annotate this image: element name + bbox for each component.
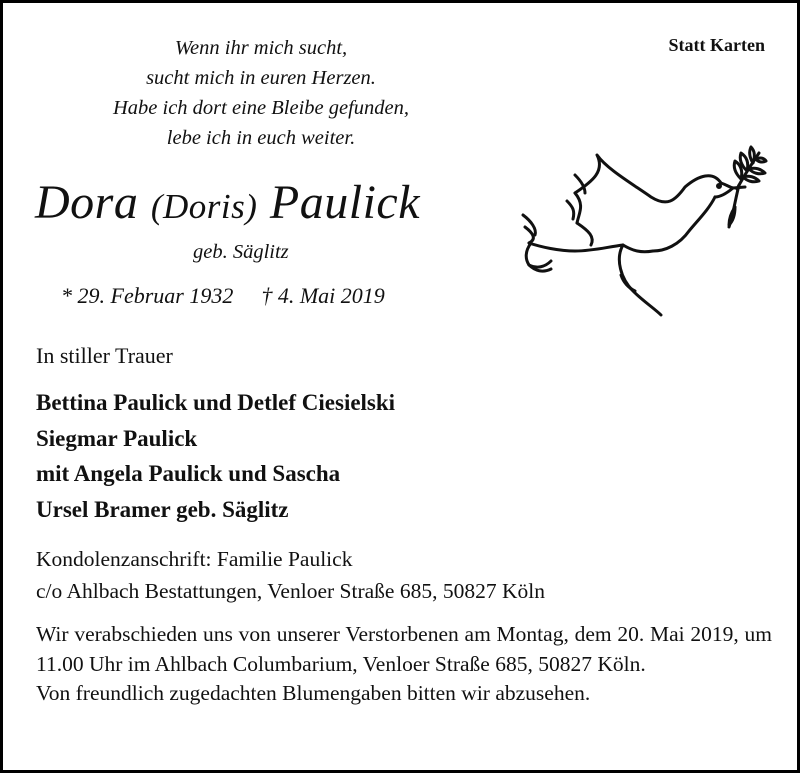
poem-line: Habe ich dort eine Bleibe gefunden, [112,97,410,119]
mourners-list [36,385,395,527]
birth-name: geb. Säglitz [193,241,289,263]
condolence-line: Kondolenzanschrift: Familie Paulick [36,547,353,571]
mourner-name: Ursel Bramer geb. Säglitz [36,496,289,522]
poem-line: Wenn ihr mich sucht, [174,37,348,59]
mourning-intro: In stiller Trauer [36,343,173,368]
condolence-line: c/o Ahlbach Bestattungen, Venloer Straße 685, 50827 Köln [36,579,545,603]
deceased-name [35,175,420,235]
statt-karten-label: Statt Karten [668,35,765,55]
service-info [36,620,772,709]
flowers-note: Von freundlich zugedachten Blumengaben bitten wir abzusehen. [36,681,591,705]
death-date: † 4. Mai 2019 [261,283,385,308]
mourner-name: mit Angela Paulick und Sascha [36,461,341,486]
poem-line: lebe ich in euch weiter. [166,127,356,149]
mourner-name: Siegmar Paulick [36,425,198,451]
poem-line: sucht mich in euren Herzen. [146,67,376,89]
dove-with-olive-branch-icon [515,141,771,321]
first-name: Dora [35,176,139,229]
nickname: (Doris) [150,187,258,226]
life-dates [61,283,385,309]
last-name: Paulick [269,176,421,229]
poem [41,33,481,153]
service-paragraph: Wir verabschieden uns von unserer Verstorbenen am Montag, dem 20. Mai 2019, um 11.00 Uhr im Ahlbach Columbarium, Venloer Straße 685, 50827 Köln. [36,622,772,676]
condolence-address [36,543,545,607]
birth-date: * 29. Februar 1932 [61,283,234,308]
mourner-name: Bettina Paulick und Detlef Ciesielski [36,390,396,415]
